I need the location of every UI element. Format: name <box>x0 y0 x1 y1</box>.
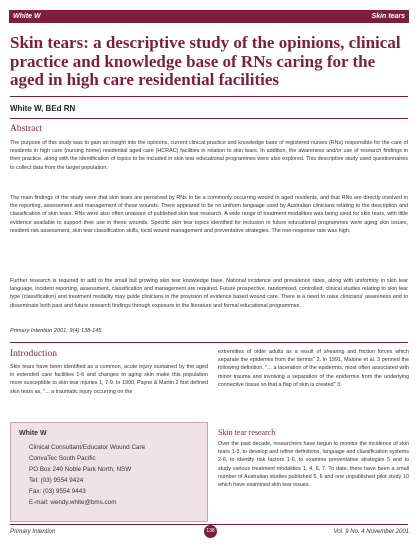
footer-issue: Vol. 9 No. 4 November 2001 <box>333 529 409 535</box>
running-header <box>9 10 409 23</box>
abstract-paragraph-3: Further research is required to add to the small but growing skin tear knowledge base. National incidence and prevalence rates, along with uniformity in skin tear language, incident reporting, assessment, classification and management are required. Future prospective, randomised, controlled, clinical studies relating to skin tear type (classification) and treatment modality may guide clinicians in the provision of evidence based wound care. There is a need to raise clinicians' awareness and to disseminate both past and future research findings through exposure to the literature and formal educational programmes. <box>10 278 408 309</box>
author-box-line: Fax: (03) 9554 9443 <box>29 488 86 495</box>
introduction-heading: Introduction <box>10 349 57 359</box>
author-box-line: Tel: (03) 9554 9424 <box>29 477 84 484</box>
author-byline: White W, BEd RN <box>10 104 76 113</box>
title-divider <box>10 96 408 97</box>
article-title: Skin tears: a descriptive study of the opinions, clinical practice and knowledge base of RNs caring for the aged in high care residential facilities <box>10 33 401 89</box>
author-info-box <box>10 422 208 522</box>
footer-journal: Primary Intention <box>10 529 56 535</box>
author-box-email[interactable]: E-mail: wendy.white@bms.com <box>29 499 117 506</box>
author-box-name: White W <box>19 430 47 437</box>
author-box-line: Clinical Consultant/Educator Wound Care <box>29 444 146 451</box>
header-section: Skin tears <box>371 13 405 20</box>
right-column-text: extremities of older adults as a result of shearing and friction forces which separate the epidermis from the dermis" 2. In 1991, Malone et al. 3 penned the following definition, "... a laceration of the epidermis, most often associated with minor trauma and involving a separation of the epidermis from the underlying connective tissue so that a flap of skin is created" 3. <box>218 349 409 388</box>
skin-tear-research-heading: Skin tear research <box>218 428 276 437</box>
abstract-paragraph-2: The main findings of the study were that skin tears are perceived by RNs to be a commonly occurring wound in aged residents, and that RNs are directly involved in the reporting, assessment and management of these wounds. There appeared to be no uniform language used by Australian clinicians relating to the description and classification of skin tears. RNs were also often unaware of published skin tear research. A wide range of treatment modalities was being used for skin tears, with little evidence available to support their use in these wounds. Specific skin tear topics identified for inclusion in future educational programmes were aging skin issues, resident risk assessment, skin tear classification skills, local wound management and preventative strategies. The non-response rate was high. <box>10 195 408 234</box>
introduction-text: Skin tears have been identified as a common, acute injury sustained by the aged in extended care facilities 1-6 and changes to aging skin make this population more susceptible to skin tear injuries 1, 7-9. In 1990, Payne & Martin 2 first defined skin tears as, "... a traumatic injury occurring on the <box>10 364 208 395</box>
byline-divider <box>10 118 408 119</box>
abstract-paragraph-1: The purpose of this study was to gain an insight into the opinions, current clinical practice and knowledge base of registered nurses (RNs) responsible for the care of residents in high care (nursing home) residential aged care (HCRAC) facilities in relation to skin tears. In addition, the awareness and/or use of research findings in their practice, along with the identification of topics to be included in skin tear educational programmes were also explored. This descriptive study used questionnaires to collect data from the target population. <box>10 140 408 171</box>
header-author: White W <box>13 13 41 20</box>
author-box-line: ConvaTec South Pacific <box>29 455 96 462</box>
skin-tear-research-text: Over the past decade, researchers have begun to monitor the incidence of skin tears 1-3, to develop and refine definitions, language and classification systems 2-6, to identify risk factors 1-6, to examine preventative strategies 5 and to study various treatment modalities 1, 4, 6, 7. To date, there have been a small number of Australian studies published 5, 6 and one unpublished pilot study 10 which have examined skin tear issues. <box>218 441 409 489</box>
abstract-divider <box>10 342 408 343</box>
page-number: 138 <box>204 525 217 538</box>
author-box-line: PO Box 240 Noble Park North, NSW <box>29 466 132 473</box>
abstract-heading: Abstract <box>10 124 43 134</box>
citation: Primary Intention 2001; 9(4):138-145. <box>10 328 103 334</box>
